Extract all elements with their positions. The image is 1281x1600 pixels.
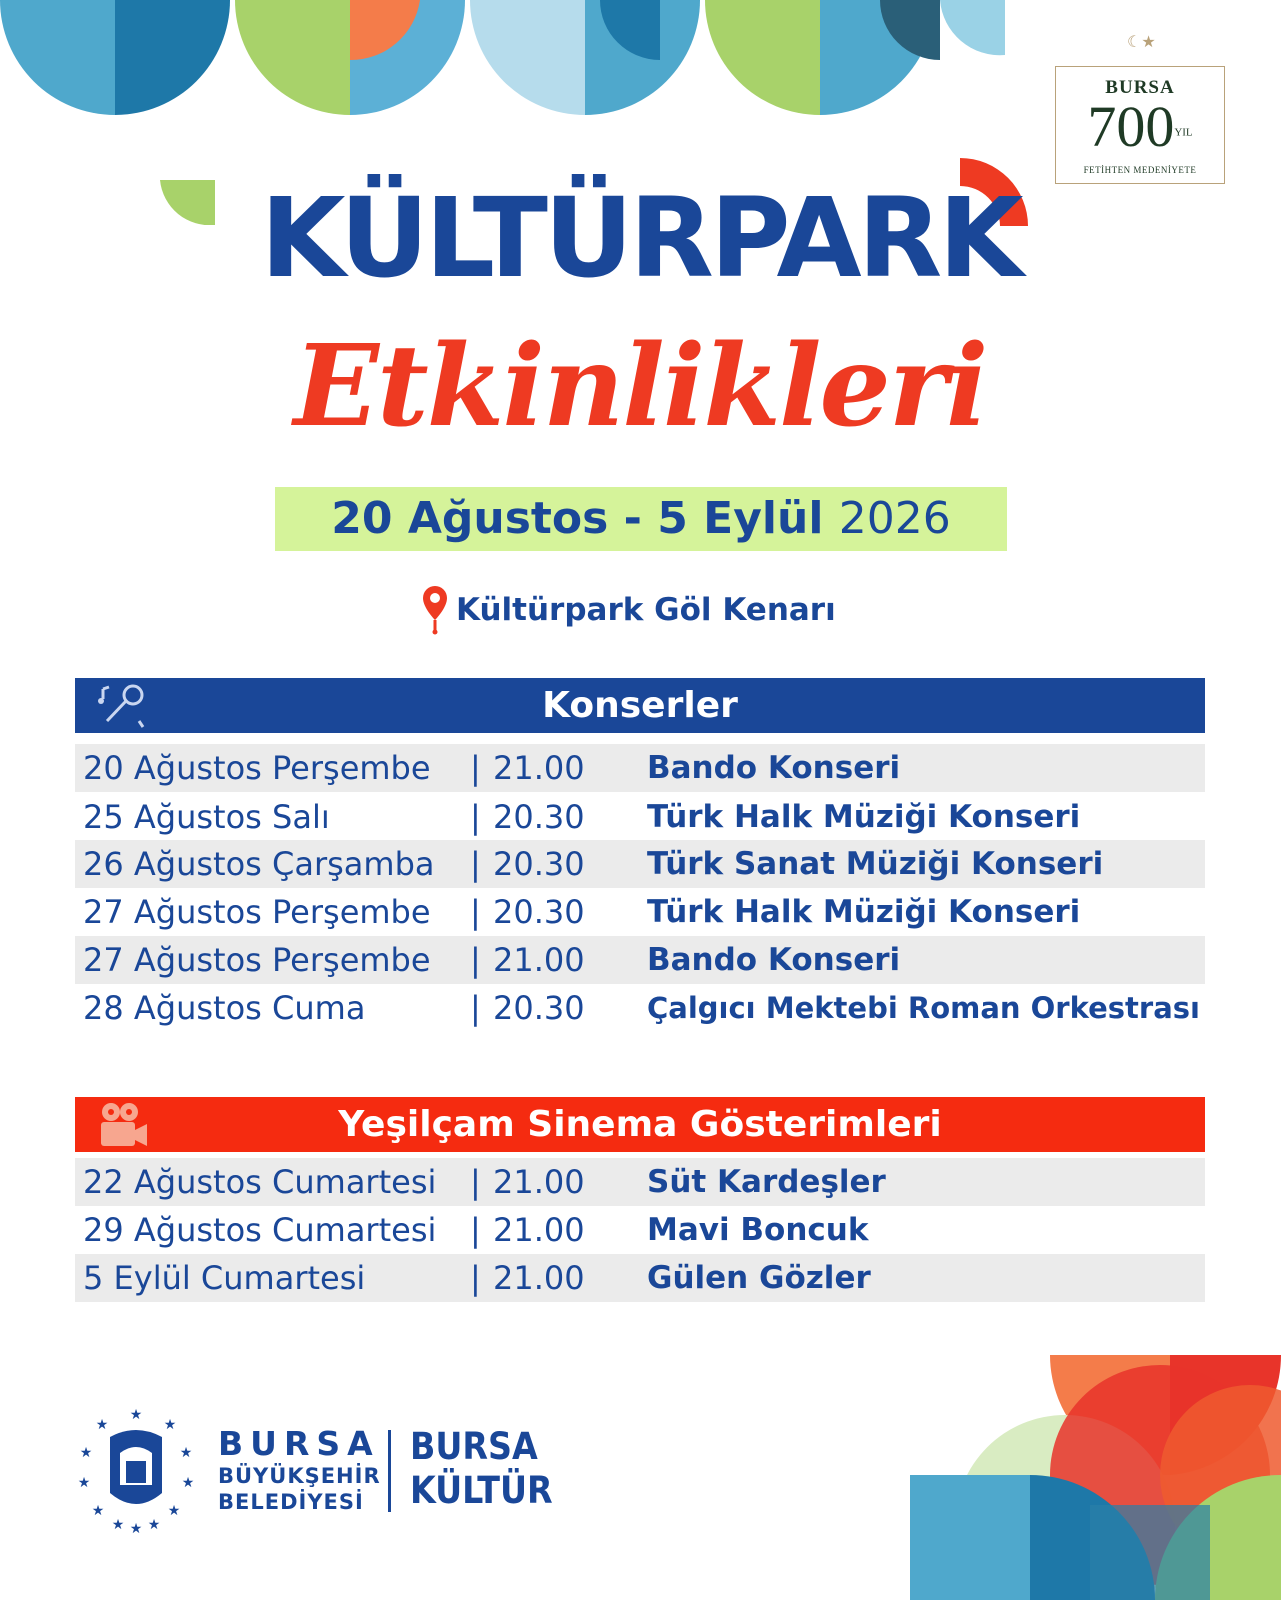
brand-line-2: KÜLTÜR xyxy=(410,1469,553,1512)
footer-divider xyxy=(388,1430,391,1512)
row-time: 21.00 xyxy=(493,1259,585,1297)
table-row xyxy=(75,1206,1205,1254)
row-event: Türk Halk Müziği Konseri xyxy=(647,894,1081,930)
badge-number: 700YIL xyxy=(1087,94,1193,159)
table-row xyxy=(75,1158,1205,1206)
svg-text:★: ★ xyxy=(77,1475,91,1491)
badge-top: BURSA xyxy=(1105,77,1175,98)
concerts-header xyxy=(75,678,1205,733)
row-event: Bando Konseri xyxy=(647,942,901,978)
row-time: 21.00 xyxy=(493,1211,585,1249)
row-separator: | xyxy=(470,1211,481,1249)
row-date: 27 Ağustos Perşembe xyxy=(83,941,431,979)
svg-text:★: ★ xyxy=(129,1521,143,1535)
row-date: 29 Ağustos Cumartesi xyxy=(83,1211,437,1249)
location-pin-icon xyxy=(420,584,450,636)
municipality-emblem-icon xyxy=(76,1405,196,1535)
row-event: Gülen Gözler xyxy=(647,1260,871,1296)
row-event: Türk Halk Müziği Konseri xyxy=(647,799,1081,835)
row-separator: | xyxy=(470,845,481,883)
row-separator: | xyxy=(470,989,481,1027)
row-date: 27 Ağustos Perşembe xyxy=(83,893,431,931)
cinema-header xyxy=(75,1097,1205,1152)
row-separator: | xyxy=(470,893,481,931)
svg-text:★: ★ xyxy=(167,1503,181,1519)
concerts-title: Konserler xyxy=(542,685,738,726)
cinema-title: Yeşilçam Sinema Gösterimleri xyxy=(338,1104,942,1145)
row-time: 20.30 xyxy=(493,893,585,931)
row-separator: | xyxy=(470,941,481,979)
microphone-icon xyxy=(95,681,151,731)
row-event: Bando Konseri xyxy=(647,750,901,786)
table-row xyxy=(75,793,1205,841)
municipality-line-1: BURSA xyxy=(218,1424,380,1463)
badge-suffix: YIL xyxy=(1174,126,1193,139)
row-time: 20.30 xyxy=(493,798,585,836)
date-band xyxy=(275,487,1007,551)
table-row xyxy=(75,888,1205,936)
row-separator: | xyxy=(470,1163,481,1201)
bottom-decoration xyxy=(910,1355,1281,1600)
municipality-line-2: BÜYÜKŞEHİR xyxy=(218,1464,381,1488)
title-main: KÜLTÜRPARK xyxy=(260,174,1020,302)
municipality-line-3: BELEDİYESİ xyxy=(218,1490,364,1514)
location-text: Kültürpark Göl Kenarı xyxy=(456,592,836,628)
svg-text:★: ★ xyxy=(163,1417,177,1433)
table-row xyxy=(75,840,1205,888)
bursa-kultur-logo xyxy=(410,1425,553,1513)
row-time: 21.00 xyxy=(493,941,585,979)
svg-text:★: ★ xyxy=(147,1517,161,1533)
svg-text:★: ★ xyxy=(91,1503,105,1519)
row-time: 21.00 xyxy=(493,1163,585,1201)
table-row xyxy=(75,984,1205,1032)
svg-text:★: ★ xyxy=(79,1445,93,1461)
movie-camera-icon xyxy=(95,1100,151,1150)
svg-text:★: ★ xyxy=(111,1517,125,1533)
svg-text:★: ★ xyxy=(95,1417,109,1433)
title-sub: Etkinlikleri xyxy=(293,321,987,452)
row-time: 21.00 xyxy=(493,749,585,787)
badge-tagline: FETİHTEN MEDENİYETE xyxy=(1083,164,1197,175)
crescent-icon: ☾★ xyxy=(1127,32,1156,51)
table-row xyxy=(75,936,1205,984)
row-date: 5 Eylül Cumartesi xyxy=(83,1259,366,1297)
row-time: 20.30 xyxy=(493,845,585,883)
row-date: 26 Ağustos Çarşamba xyxy=(83,845,435,883)
row-date: 25 Ağustos Salı xyxy=(83,798,330,836)
date-range: 20 Ağustos - 5 Eylül xyxy=(331,493,824,544)
municipality-name xyxy=(218,1425,381,1515)
svg-text:★: ★ xyxy=(179,1445,193,1461)
row-date: 28 Ağustos Cuma xyxy=(83,989,366,1027)
row-event: Mavi Boncuk xyxy=(647,1212,869,1248)
bursa-700-badge xyxy=(1055,66,1225,184)
top-decoration xyxy=(0,0,1010,118)
table-row xyxy=(75,744,1205,792)
svg-text:★: ★ xyxy=(129,1407,143,1423)
location xyxy=(420,580,880,640)
row-separator: | xyxy=(470,1259,481,1297)
row-date: 20 Ağustos Perşembe xyxy=(83,749,431,787)
row-event: Türk Sanat Müziği Konseri xyxy=(647,846,1104,882)
row-date: 22 Ağustos Cumartesi xyxy=(83,1163,437,1201)
row-event: Süt Kardeşler xyxy=(647,1164,886,1200)
brand-line-1: BURSA xyxy=(410,1425,538,1468)
svg-text:★: ★ xyxy=(181,1475,195,1491)
table-row xyxy=(75,1254,1205,1302)
row-separator: | xyxy=(470,749,481,787)
date-year: 2026 xyxy=(838,493,951,544)
row-event: Çalgıcı Mektebi Roman Orkestrası xyxy=(647,991,1200,1025)
row-separator: | xyxy=(470,798,481,836)
row-time: 20.30 xyxy=(493,989,585,1027)
